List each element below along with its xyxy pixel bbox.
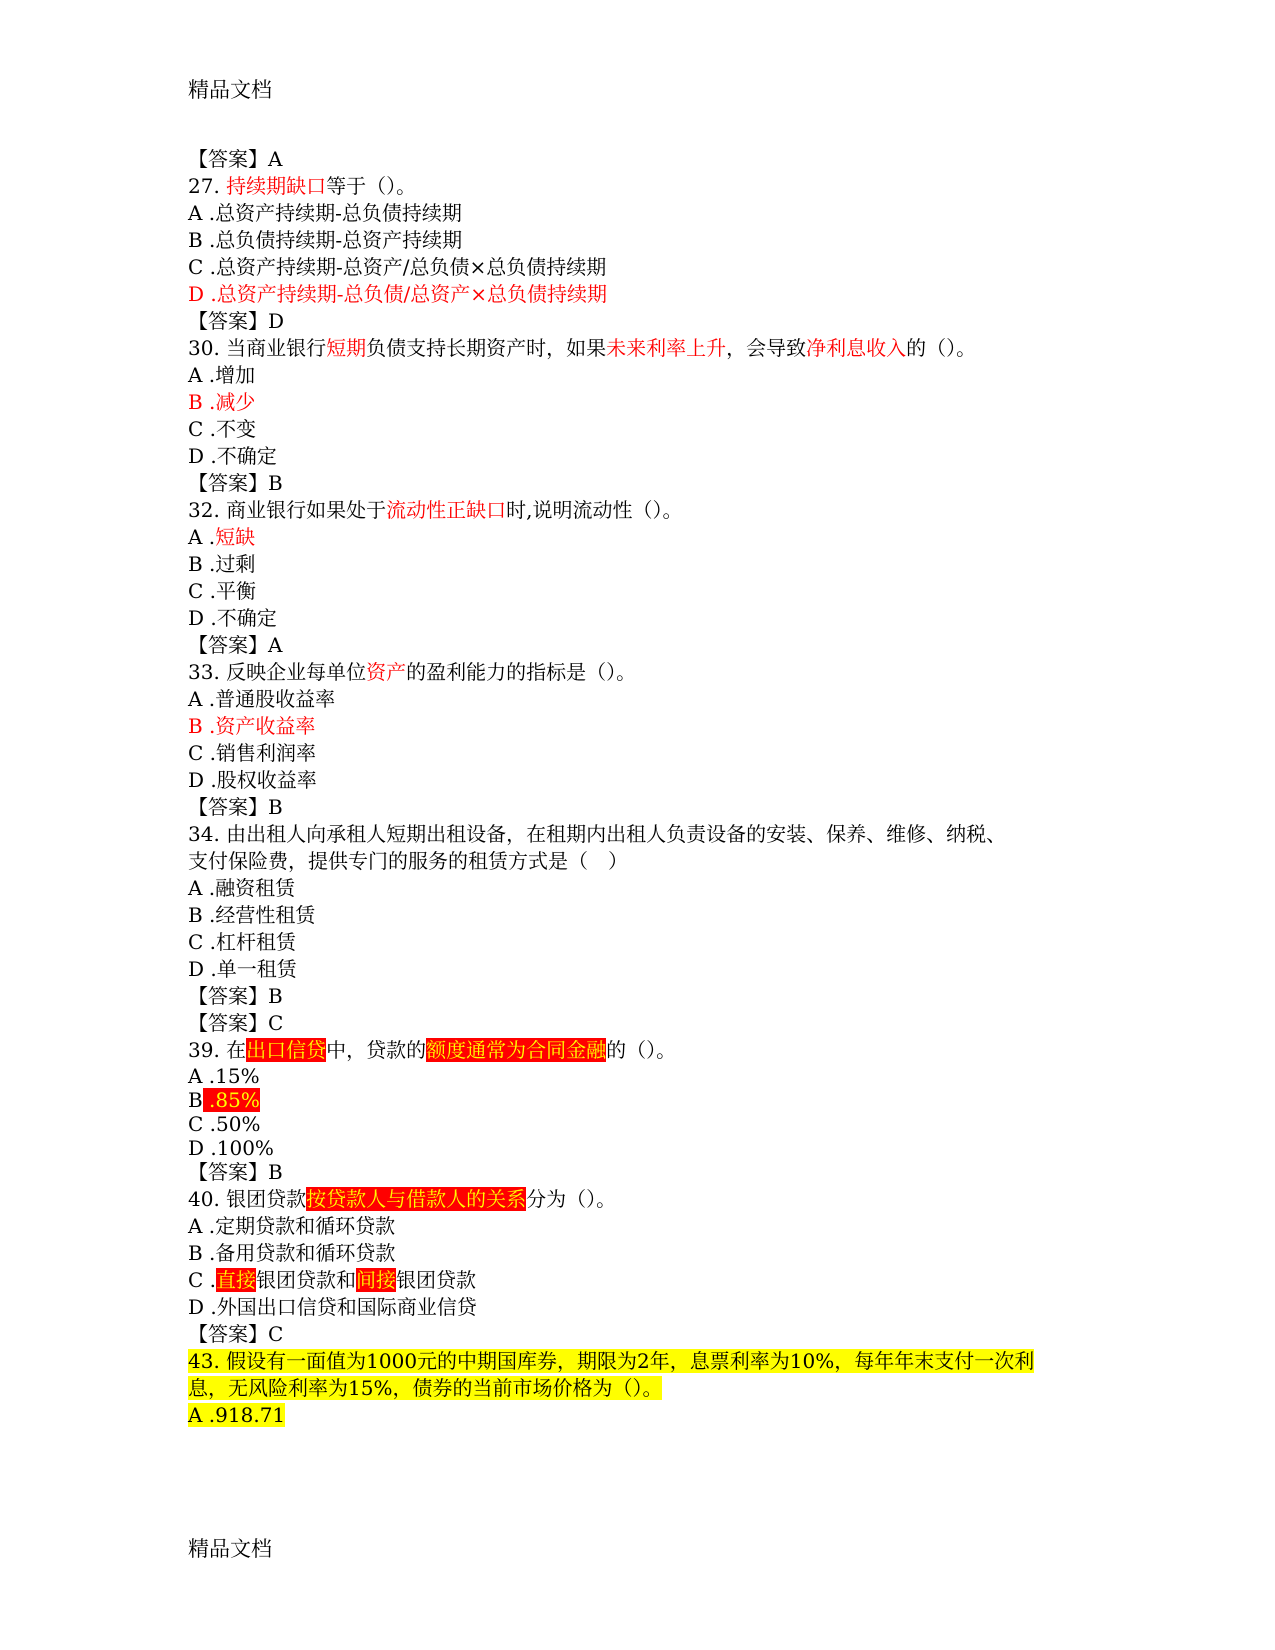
highlighted-text-span: 直接 [216, 1268, 257, 1292]
text-span: D .100% [188, 1136, 274, 1160]
text-span: C .杠杆租赁 [188, 930, 297, 954]
text-span: 银团贷款 [396, 1268, 477, 1292]
text-line [188, 1159, 283, 1186]
red-text-span: B .减少 [188, 390, 256, 414]
text-span: 的盈利能力的指标是（）。 [406, 660, 637, 684]
text-span: A .普通股收益率 [188, 687, 336, 711]
highlighted-text-span: .85% [202, 1088, 260, 1112]
highlighted-text-span: 间接 [356, 1268, 397, 1292]
text-line [188, 821, 1006, 848]
text-line [188, 632, 282, 659]
text-span: D .不确定 [188, 444, 277, 468]
text-line [188, 524, 255, 551]
text-line [188, 470, 283, 497]
text-line [188, 1135, 274, 1162]
text-span: 【答案】B [188, 984, 283, 1008]
text-span: D .单一租赁 [188, 957, 297, 981]
text-span: C .50% [188, 1112, 261, 1136]
text-line [188, 227, 462, 254]
highlighted-text-span: 额度通常为合同金融 [426, 1038, 607, 1062]
text-line [188, 173, 416, 200]
text-span: B .过剩 [188, 552, 256, 576]
text-span: C .总资产持续期-总资产/总负债×总负债持续期 [188, 255, 607, 279]
red-text-span: 持续期缺口 [226, 174, 327, 198]
text-span: C . [188, 1268, 217, 1292]
text-line [188, 767, 317, 794]
highlighted-text-span: 息，无风险利率为15%，债券的当前市场价格为（）。 [188, 1376, 663, 1400]
text-span: D .外国出口信贷和国际商业信贷 [188, 1295, 477, 1319]
text-span: 【答案】A [188, 147, 283, 171]
highlighted-text-span: 按贷款人与借款人的关系 [306, 1187, 527, 1211]
text-span: A .融资租赁 [188, 876, 296, 900]
text-span: 34. 由出租人向承租人短期出租设备，在租期内出租人负责设备的安装、保养、维修、纳税、 [188, 822, 1007, 846]
text-line [188, 497, 683, 524]
text-line [188, 1375, 662, 1402]
text-span: B .备用贷款和循环贷款 [188, 1241, 396, 1265]
text-span: B .总负债持续期-总资产持续期 [188, 228, 463, 252]
text-span: 【答案】D [188, 309, 285, 333]
text-line [188, 308, 284, 335]
page-header: 精品文档 [188, 78, 272, 102]
highlighted-text-span: A .918.71 [188, 1403, 286, 1427]
text-span: 等于（）。 [326, 174, 417, 198]
text-line [188, 281, 607, 308]
text-span: 【答案】C [188, 1011, 284, 1035]
text-span: 【答案】A [188, 633, 283, 657]
text-line [188, 605, 277, 632]
text-span: 分为（）。 [526, 1187, 617, 1211]
text-span: A .15% [188, 1064, 260, 1088]
text-span: 30. 当商业银行 [188, 336, 327, 360]
text-span: B [188, 1088, 203, 1112]
text-span: A .总资产持续期-总负债持续期 [188, 201, 462, 225]
text-span: 40. 银团贷款 [188, 1187, 307, 1211]
text-span: D .不确定 [188, 606, 277, 630]
text-line [188, 335, 976, 362]
text-line [188, 389, 255, 416]
text-line [188, 200, 462, 227]
text-line [188, 1348, 1034, 1375]
text-span: C .平衡 [188, 579, 257, 603]
red-text-span: 净利息收入 [806, 336, 907, 360]
text-span: C .不变 [188, 417, 257, 441]
page-footer: 精品文档 [188, 1537, 272, 1561]
text-line [188, 146, 282, 173]
highlighted-text-span: 43. 假设有一面值为1000元的中期国库券，期限为2年，息票利率为10%，每年年末支付一次利 [188, 1349, 1035, 1373]
text-line [188, 956, 297, 983]
text-line [188, 983, 283, 1010]
text-span: C .销售利润率 [188, 741, 317, 765]
text-line [188, 1063, 260, 1090]
text-line [188, 1213, 395, 1240]
text-span: ，会导致 [726, 336, 807, 360]
text-span: 【答案】C [188, 1322, 284, 1346]
text-span: 的（）。 [606, 1038, 677, 1062]
text-line [188, 929, 296, 956]
text-span: 【答案】B [188, 1160, 283, 1184]
text-span: 32. 商业银行如果处于 [188, 498, 387, 522]
text-line [188, 578, 256, 605]
red-text-span: 资产 [366, 660, 407, 684]
text-line [188, 362, 255, 389]
text-line [188, 416, 256, 443]
text-span: 39. 在 [188, 1038, 247, 1062]
text-line [188, 443, 277, 470]
text-line [188, 1240, 395, 1267]
text-line [188, 902, 315, 929]
text-line [188, 1402, 285, 1429]
red-text-span: D .总资产持续期-总负债/总资产×总负债持续期 [188, 282, 608, 306]
text-line [188, 659, 636, 686]
text-line [188, 875, 295, 902]
text-span: B .经营性租赁 [188, 903, 316, 927]
text-span: 【答案】B [188, 471, 283, 495]
highlighted-text-span: 出口信贷 [246, 1038, 327, 1062]
text-line [188, 254, 606, 281]
red-text-span: 短缺 [215, 525, 256, 549]
text-span: D .股权收益率 [188, 768, 317, 792]
red-text-span: 流动性正缺口 [386, 498, 507, 522]
text-span: 银团贷款和 [256, 1268, 357, 1292]
text-line [188, 1321, 283, 1348]
text-span: A . [188, 525, 216, 549]
text-span: A .增加 [188, 363, 256, 387]
red-text-span: 未来利率上升 [606, 336, 727, 360]
text-line [188, 1111, 260, 1138]
text-span: 33. 反映企业每单位 [188, 660, 367, 684]
text-line [188, 713, 315, 740]
red-text-span: 短期 [326, 336, 367, 360]
text-line [188, 1294, 477, 1321]
text-span: A .定期贷款和循环贷款 [188, 1214, 396, 1238]
text-span: 时,说明流动性（）。 [506, 498, 683, 522]
text-line [188, 551, 255, 578]
text-span: 中，贷款的 [326, 1038, 427, 1062]
text-line [188, 686, 335, 713]
text-line [188, 848, 628, 875]
text-line [188, 794, 283, 821]
red-text-span: B .资产收益率 [188, 714, 316, 738]
text-span: 27. [188, 174, 227, 198]
text-line [188, 740, 316, 767]
text-line [188, 1037, 676, 1064]
text-span: 【答案】B [188, 795, 283, 819]
text-line [188, 1087, 260, 1114]
text-line [188, 1010, 283, 1037]
text-span: 负债支持长期资产时，如果 [366, 336, 607, 360]
text-line [188, 1267, 476, 1294]
text-span: 支付保险费，提供专门的服务的租赁方式是（ ） [188, 849, 628, 873]
text-line [188, 1186, 616, 1213]
text-span: 的（）。 [906, 336, 977, 360]
